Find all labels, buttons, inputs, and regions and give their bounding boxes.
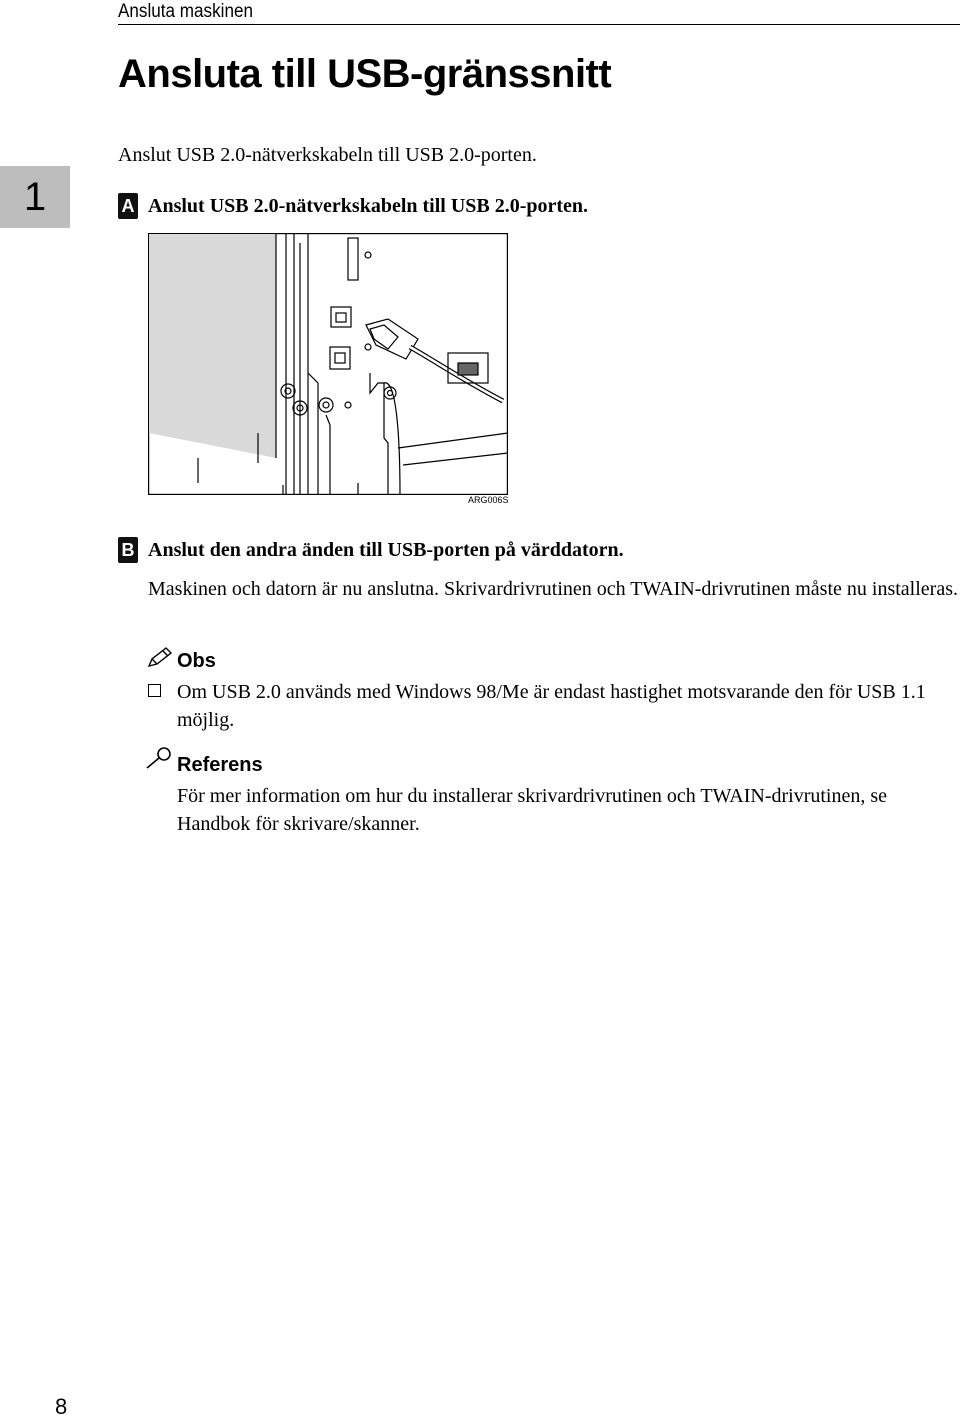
intro-text: Anslut USB 2.0-nätverkskabeln till USB 2.0-porten.: [118, 144, 537, 166]
step-1-badge: A: [118, 193, 138, 219]
figure-code: ARG006S: [468, 495, 509, 505]
running-header-text: Ansluta maskinen: [118, 1, 253, 22]
page-title: Ansluta till USB-gränssnitt: [118, 52, 612, 96]
obs-item: Om USB 2.0 används med Windows 98/Me är endast hastighet motsvarande den för USB 1.1 möjlig.: [177, 681, 926, 731]
step-1-text: Anslut USB 2.0-nätverkskabeln till USB 2.0-porten.: [148, 195, 589, 217]
pencil-icon: [146, 646, 174, 673]
obs-heading: Obs: [177, 650, 216, 672]
referens-heading: Referens: [177, 754, 263, 776]
step-2-text: Anslut den andra änden till USB-porten på värddatorn.: [148, 539, 624, 561]
running-header: [118, 0, 960, 25]
magnifier-icon: [144, 746, 174, 777]
checkbox-icon: [148, 684, 161, 697]
step-2-badge: B: [118, 537, 138, 563]
referens-text: För mer information om hur du installerar skrivardrivrutinen och TWAIN-drivrutinen, se Handbok för skrivare/skanner.: [177, 785, 888, 835]
status-paragraph: Maskinen och datorn är nu anslutna. Skrivardrivrutinen och TWAIN-drivrutinen måste nu installeras.: [148, 578, 958, 600]
chapter-tab: 1: [0, 166, 70, 228]
usb-connection-illustration: [148, 233, 508, 495]
page-number: 8: [55, 1394, 68, 1419]
